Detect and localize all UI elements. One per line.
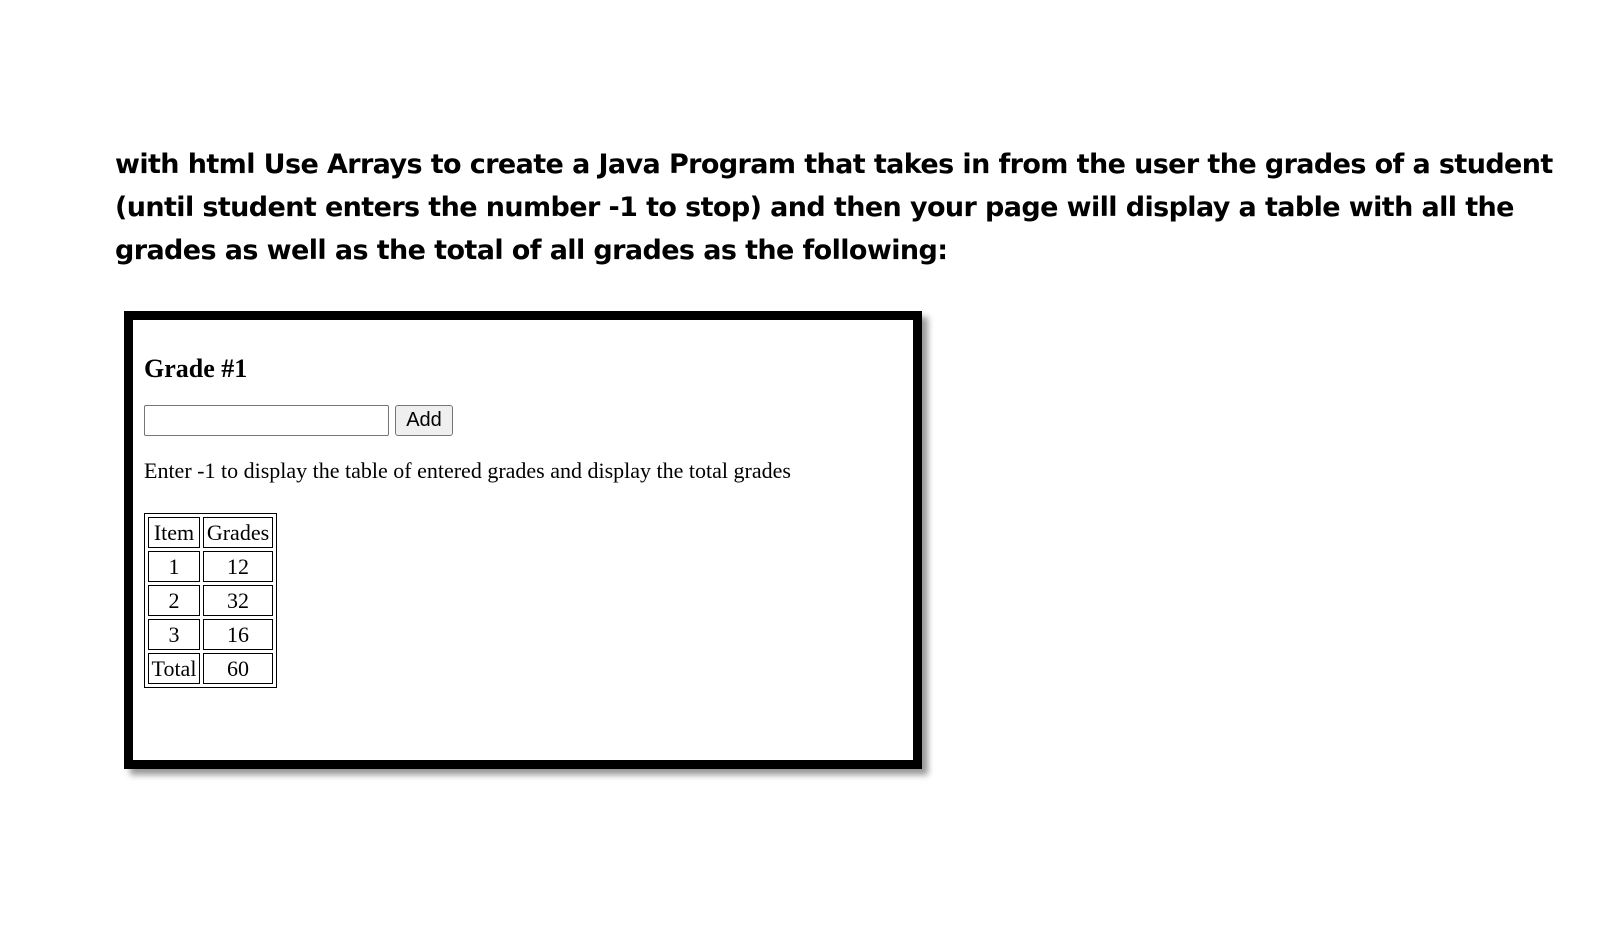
item-cell: 2 — [148, 585, 200, 616]
question-text: with html Use Arrays to create a Java Program that takes in from the user the grades of a student (until student enters the number -1 to stop) and then your page will display a table with all the grades as well as the total of all grades as the following: — [115, 149, 1553, 266]
add-button[interactable]: Add — [395, 405, 453, 436]
grade-cell: 12 — [203, 551, 273, 582]
table-row — [148, 551, 273, 582]
grades-table — [144, 513, 277, 688]
grade-heading: Grade #1 — [144, 354, 248, 383]
total-value-cell: 60 — [203, 653, 273, 684]
table-row — [148, 585, 273, 616]
example-page-screenshot — [124, 311, 922, 769]
grade-cell: 16 — [203, 619, 273, 650]
header-item: Item — [148, 517, 200, 548]
instructions-text: Enter -1 to display the table of entered grades and display the total grades — [144, 458, 791, 483]
table-header-row — [148, 517, 273, 548]
total-label-cell: Total — [148, 653, 200, 684]
header-grades: Grades — [203, 517, 273, 548]
item-cell: 1 — [148, 551, 200, 582]
grade-cell: 32 — [203, 585, 273, 616]
table-row — [148, 619, 273, 650]
grade-input[interactable] — [144, 405, 389, 436]
item-cell: 3 — [148, 619, 200, 650]
example-page-content — [144, 320, 913, 760]
table-total-row — [148, 653, 273, 684]
